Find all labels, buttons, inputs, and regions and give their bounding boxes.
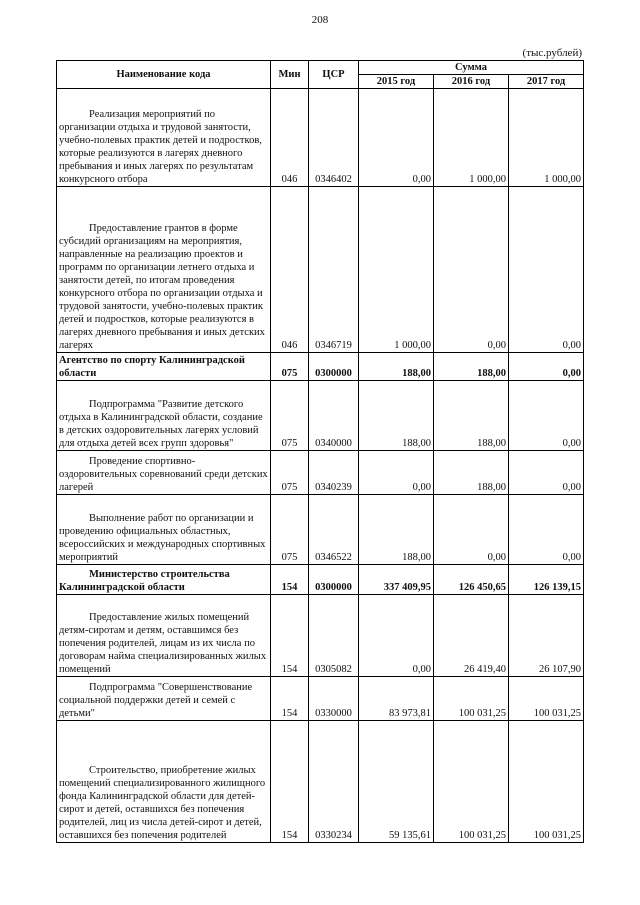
row-name: Подпрограмма "Совершенствование социальной поддержки детей и семей с детьми": [57, 677, 271, 721]
table-row: [57, 565, 584, 595]
row-sum-2017: 0,00: [509, 381, 584, 451]
header-year-2017: 2017 год: [509, 75, 584, 89]
row-sum-2017: 1 000,00: [509, 89, 584, 187]
page-number: 208: [311, 14, 329, 26]
row-min-code: 046: [271, 187, 309, 353]
row-sum-2017: 126 139,15: [509, 565, 584, 595]
row-sum-2016: 126 450,65: [434, 565, 509, 595]
row-csr-code: 0346402: [309, 89, 359, 187]
table-row: [57, 381, 584, 451]
row-sum-2015: 188,00: [359, 495, 434, 565]
row-sum-2015: 59 135,61: [359, 721, 434, 843]
table-row: [57, 595, 584, 677]
row-csr-code: 0300000: [309, 565, 359, 595]
table-row: [57, 677, 584, 721]
header-csr: ЦСР: [309, 61, 359, 89]
row-sum-2017: 100 031,25: [509, 721, 584, 843]
row-name: Агентство по спорту Калининградской области: [57, 353, 271, 381]
row-min-code: 154: [271, 565, 309, 595]
row-min-code: 075: [271, 353, 309, 381]
row-sum-2015: 1 000,00: [359, 187, 434, 353]
table-body: [57, 89, 584, 843]
row-csr-code: 0346719: [309, 187, 359, 353]
row-sum-2017: 0,00: [509, 495, 584, 565]
table-row: [57, 89, 584, 187]
row-sum-2015: 0,00: [359, 451, 434, 495]
row-sum-2016: 0,00: [434, 495, 509, 565]
row-sum-2016: 188,00: [434, 381, 509, 451]
row-sum-2015: 188,00: [359, 381, 434, 451]
row-sum-2015: 188,00: [359, 353, 434, 381]
header-sum: Сумма: [359, 61, 584, 75]
row-csr-code: 0346522: [309, 495, 359, 565]
row-sum-2016: 100 031,25: [434, 721, 509, 843]
row-name: Подпрограмма "Развитие детского отдыха в Калининградской области, создание в детских оздоровительных лагерях условий для отдыха детей всех групп здоровья": [57, 381, 271, 451]
row-min-code: 154: [271, 595, 309, 677]
row-csr-code: 0330000: [309, 677, 359, 721]
row-min-code: 075: [271, 451, 309, 495]
table-row: [57, 451, 584, 495]
row-csr-code: 0330234: [309, 721, 359, 843]
row-name: Строительство, приобретение жилых помещений специализированного жилищного фонда Калининградской области для детей-сирот и детей, оставшихся без попечения родителей, лиц из числа детей-сирот и детей, оставшихся без попечения родителей: [57, 721, 271, 843]
table-row: [57, 187, 584, 353]
header-min: Мин: [271, 61, 309, 89]
row-csr-code: 0340239: [309, 451, 359, 495]
header-year-2016: 2016 год: [434, 75, 509, 89]
row-min-code: 154: [271, 721, 309, 843]
row-min-code: 046: [271, 89, 309, 187]
row-sum-2016: 188,00: [434, 451, 509, 495]
row-sum-2016: 1 000,00: [434, 89, 509, 187]
row-sum-2017: 0,00: [509, 187, 584, 353]
header-year-2015: 2015 год: [359, 75, 434, 89]
row-name: Реализация мероприятий по организации отдыха и трудовой занятости, учебно-полевых практик детей и подростков, которые реализуются в лагерях дневного пребывания и иных лагерях по результатам конкурсного отбора: [57, 89, 271, 187]
row-sum-2017: 26 107,90: [509, 595, 584, 677]
row-sum-2016: 188,00: [434, 353, 509, 381]
row-csr-code: 0340000: [309, 381, 359, 451]
header-name: Наименование кода: [57, 61, 271, 89]
row-csr-code: 0305082: [309, 595, 359, 677]
row-sum-2015: 0,00: [359, 595, 434, 677]
row-sum-2015: 83 973,81: [359, 677, 434, 721]
row-sum-2017: 100 031,25: [509, 677, 584, 721]
units-label: (тыс.рублей): [522, 47, 582, 59]
row-sum-2015: 0,00: [359, 89, 434, 187]
row-csr-code: 0300000: [309, 353, 359, 381]
row-min-code: 154: [271, 677, 309, 721]
row-name: Министерство строительства Калининградской области: [57, 565, 271, 595]
budget-table: [56, 60, 584, 843]
row-name: Выполнение работ по организации и проведению официальных областных, всероссийских и международных спортивных мероприятий: [57, 495, 271, 565]
row-name: Предоставление жилых помещений детям-сиротам и детям, оставшимся без попечения родителей, лицам из их числа по договорам найма специализированных жилых помещений: [57, 595, 271, 677]
row-min-code: 075: [271, 381, 309, 451]
row-name: Предоставление грантов в форме субсидий организациям на мероприятия, направленные на реализацию проектов и программ по организации летнего отдыха и занятости детей, по итогам проведения конкурсного отбора по организации отдыха и трудовой занятости, учебно-полевых практик детей и подростков, которые реализуются в лагерях дневного пребывания и иных детских лагерях: [57, 187, 271, 353]
table-row: [57, 495, 584, 565]
table-row: [57, 353, 584, 381]
row-sum-2015: 337 409,95: [359, 565, 434, 595]
row-sum-2016: 100 031,25: [434, 677, 509, 721]
table-row: [57, 721, 584, 843]
row-sum-2016: 26 419,40: [434, 595, 509, 677]
row-sum-2016: 0,00: [434, 187, 509, 353]
row-sum-2017: 0,00: [509, 451, 584, 495]
row-sum-2017: 0,00: [509, 353, 584, 381]
row-min-code: 075: [271, 495, 309, 565]
row-name: Проведение спортивно-оздоровительных соревнований среди детских лагерей: [57, 451, 271, 495]
